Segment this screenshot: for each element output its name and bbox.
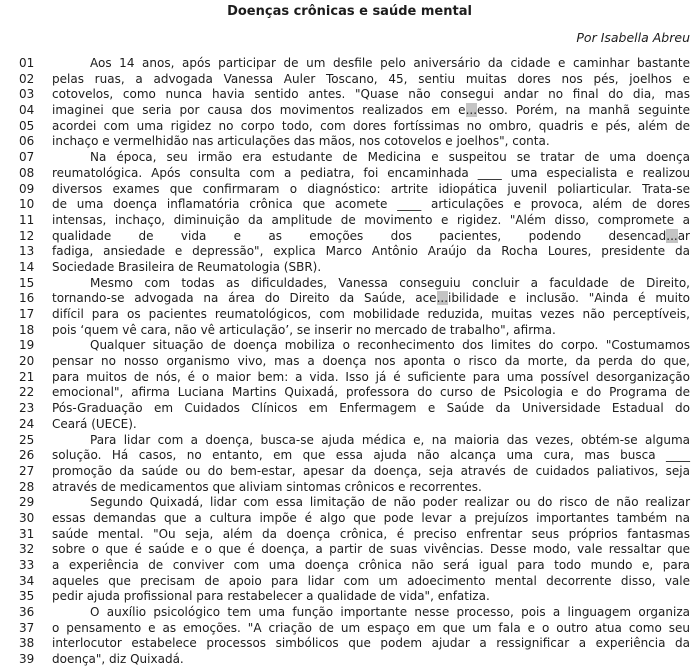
text-line: [0, 589, 699, 605]
text-line: [0, 150, 699, 166]
line-text: O auxílio psicológico tem uma função importante nesse processo, pois a linguagem organiza: [90, 605, 690, 620]
text-line: [0, 72, 699, 88]
line-text: pelas ruas, a advogada Vanessa Auler Toscano, 45, sentiu muitas dores nos pés, joelhos e: [52, 71, 690, 86]
line-number: 12: [19, 228, 35, 243]
line-text: Para lidar com a doença, busca-se ajuda médica e, na maioria das vezes, obtém-se alguma: [90, 432, 690, 447]
line-number: 21: [19, 369, 35, 384]
text-line: [0, 244, 699, 260]
line-number: 26: [19, 448, 35, 463]
line-number: 32: [19, 542, 35, 557]
line-text: imaginei que seria por causa dos movimentos realizados em e...esso. Porém, na manhã seguinte: [52, 103, 691, 118]
text-line: [0, 621, 699, 637]
text-line: [0, 323, 699, 339]
line-number: 31: [19, 526, 35, 541]
line-number: 25: [19, 432, 35, 447]
line-number: 36: [19, 605, 35, 620]
text-line: [0, 464, 699, 480]
line-text: o pensamento e as emoções. "A criação de um espaço em que um fala e o outro atua como seu: [52, 620, 690, 635]
line-text: difícil para os pacientes reumatológicos, com mobilidade reduzida, muitas vezes não perceptíveis,: [52, 307, 690, 321]
line-text: tornando-se advogada na área do Direito da Saúde, ace...ibilidade e inclusão. "Ainda é muito: [52, 291, 691, 306]
line-number: 37: [19, 620, 35, 635]
redacted-gap: ...: [666, 228, 678, 243]
line-text: Sociedade Brasileira de Reumatologia (SBR).: [52, 259, 322, 274]
line-number: 38: [19, 636, 35, 651]
line-text: inchaço e vermelhidão nas articulações das mãos, nos cotovelos e joelhos", conta.: [52, 134, 550, 149]
text-line: [0, 401, 699, 417]
line-text: pedir ajuda profissional para restabelecer a qualidade de vida", enfatiza.: [52, 589, 490, 604]
text-line: [0, 448, 699, 464]
line-number: 39: [19, 652, 35, 667]
line-number: 01: [19, 56, 35, 70]
line-text: Mesmo com todas as dificuldades, Vanessa conseguiu concluir a faculdade de Direito,: [90, 275, 690, 290]
line-text: Na época, seu irmão era estudante de Medicina e suspeitou se tratar de uma doença: [90, 150, 690, 165]
text-line: [0, 338, 699, 354]
line-number: 30: [19, 510, 35, 525]
text-line: [0, 558, 699, 574]
line-text: aqueles que precisam de apoio para lidar com um adoecimento mental decorrente disso, vale: [52, 573, 690, 588]
text-line: [0, 166, 699, 182]
text-line: [0, 495, 699, 511]
line-number: 28: [19, 479, 35, 494]
line-text: pois ‘quem vê cara, não vê articulação’, se inserir no mercado de trabalho", afirma.: [52, 322, 556, 337]
line-number: 29: [19, 495, 35, 510]
line-number: 24: [19, 416, 35, 431]
text-line: [0, 354, 699, 370]
text-line: [0, 385, 699, 401]
line-number: 16: [19, 291, 35, 306]
text-line: [0, 527, 699, 543]
author-byline: Por Isabella Abreu: [576, 30, 690, 45]
text-line: [0, 103, 699, 119]
line-text: Pós-Graduação em Cuidados Clínicos em Enfermagem e Saúde da Universidade Estadual do: [52, 401, 690, 416]
text-line: [0, 56, 699, 72]
line-text: sobre o que é saúde e o que é doença, a partir de suas vivências. Desse modo, vale ressaltar que: [52, 542, 690, 557]
line-number: 35: [19, 589, 35, 604]
line-number: 23: [19, 401, 35, 416]
line-number: 14: [19, 259, 35, 274]
line-number: 10: [19, 197, 35, 212]
text-line: [0, 636, 699, 652]
line-number: 19: [19, 338, 35, 353]
line-number: 11: [19, 212, 35, 227]
line-text: Qualquer situação de doença mobiliza o reconhecimento dos limites do corpo. "Costumamos: [90, 338, 690, 353]
text-lines: [0, 56, 699, 668]
text-line: [0, 574, 699, 590]
text-line: [0, 417, 699, 433]
line-number: 08: [19, 165, 35, 180]
text-line: [0, 213, 699, 229]
redacted-gap: ...: [465, 103, 478, 118]
line-number: 20: [19, 354, 35, 369]
line-text: Aos 14 anos, após participar de um desfile pelo aniversário da cidade e caminhar bastante: [90, 56, 690, 70]
line-text: acordei com uma rigidez no corpo todo, com dores fortíssimas no ombro, quadris e pés, além de: [52, 118, 690, 133]
line-text: doença", diz Quixadá.: [52, 652, 184, 667]
text-line: [0, 433, 699, 449]
text-line: [0, 260, 699, 276]
line-number: 06: [19, 134, 35, 149]
line-text: reumatológica. Após consulta com a pediatra, foi encaminhada ____ uma especialista e realizou: [52, 165, 690, 180]
line-text: a experiência de conviver com uma doença crônica não será igual para todo mundo e, para: [52, 558, 690, 572]
line-number: 22: [19, 385, 35, 400]
text-line: [0, 276, 699, 292]
line-number: 09: [19, 181, 35, 196]
line-text: intensas, inchaço, diminuição da amplitude de movimento e rigidez. "Além disso, compromete a: [52, 212, 690, 227]
line-number: 27: [19, 463, 35, 478]
document-title: Doenças crônicas e saúde mental: [227, 4, 472, 19]
line-text: emocional", afirma Luciana Martins Quixadá, professora do curso de Psicologia e do Programa de: [52, 385, 690, 400]
line-text: pensar no nosso organismo vivo, mas a doença nos aponta o risco da morte, da perda do que,: [52, 354, 690, 369]
line-number: 04: [19, 103, 35, 118]
line-text: fadiga, ansiedade e depressão", explica Marco Antônio Araújo da Rocha Loures, presidente da: [52, 244, 690, 259]
text-line: [0, 134, 699, 150]
text-line: [0, 291, 699, 307]
text-line: [0, 542, 699, 558]
line-text: de uma doença inflamatória crônica que acomete ____ articulações e provoca, além de dores: [52, 197, 690, 212]
line-text: Segundo Quixadá, lidar com essa limitação de não poder realizar ou do risco de não realizar: [90, 495, 690, 510]
redacted-gap: ...: [436, 291, 449, 306]
text-line: [0, 511, 699, 527]
line-number: 13: [19, 244, 35, 259]
line-text: essas demandas que a cultura impõe é algo que pode levar a prejuízos importantes também na: [52, 510, 690, 525]
line-number: 02: [19, 71, 35, 86]
text-line: [0, 652, 699, 668]
line-text: Ceará (UECE).: [52, 416, 137, 431]
line-text: solução. Há casos, no entanto, em que essa ajuda não alcança uma cura, mas busca ____: [52, 448, 690, 463]
text-line: [0, 229, 699, 245]
text-line: [0, 182, 699, 198]
line-number: 07: [19, 150, 35, 165]
line-text: interlocutor estabelece processos simbólicos que podem ajudar a ressignificar a experiência da: [52, 636, 690, 651]
line-text: saúde mental. "Ou seja, além da doença crônica, é preciso enfrentar seus próprios fantasmas: [52, 526, 690, 541]
line-number: 18: [19, 322, 35, 337]
text-line: [0, 197, 699, 213]
line-text: promoção da saúde ou do bem-estar, apesar da doença, seja através de cuidados paliativos, seja: [52, 463, 690, 478]
line-text: cotovelos, como nunca havia sentido antes. "Quase não consegui andar no final do dia, mas: [52, 87, 690, 102]
line-text: para muitos de nós, é o maior bem: a vida. Isso já é suficiente para uma possível desorganização: [52, 369, 690, 384]
line-text: diversos exames que confirmaram o diagnóstico: artrite idiopática juvenil poliarticular. Trata-se: [52, 181, 690, 196]
line-text: qualidade de vida e as emoções dos pacientes, podendo desencad...ar: [52, 228, 690, 243]
text-line: [0, 480, 699, 496]
line-number: 05: [19, 118, 35, 133]
text-line: [0, 119, 699, 135]
text-line: [0, 307, 699, 323]
text-line: [0, 87, 699, 103]
line-number: 33: [19, 558, 35, 572]
line-number: 17: [19, 307, 35, 321]
text-line: [0, 370, 699, 386]
line-number: 15: [19, 275, 35, 290]
line-number: 03: [19, 87, 35, 102]
text-line: [0, 605, 699, 621]
line-text: através de medicamentos que aliviam sintomas crônicos e recorrentes.: [52, 479, 482, 494]
line-number: 34: [19, 573, 35, 588]
